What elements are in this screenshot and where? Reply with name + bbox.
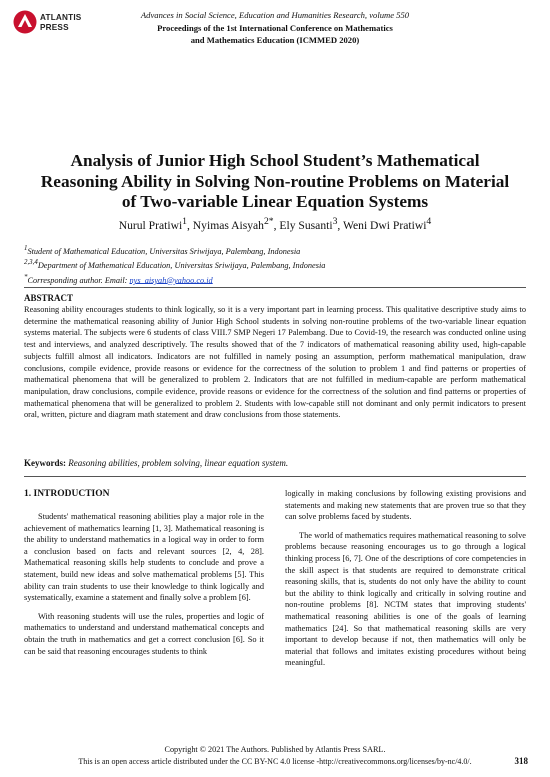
atlantis-press-logo (12, 9, 92, 43)
corresponding-label: Corresponding author. Email: (27, 275, 130, 285)
page-number: 318 (514, 756, 528, 766)
paragraph: With reasoning students will use the rules, properties and logic of mathematics to understand and understand mathematical concepts and obtain the truth in mathematics and get a correct conclusion [6]. So it can be said that reasoning encourages students to think (24, 611, 264, 656)
abstract-text: Reasoning ability encourages students to think logically, so it is a very important part in learning process. This qualitative descriptive study aims to determine the mathematical reasoning ability of Junior High School students in solving non-routine problems of the two-variable linear equation systems material. The subjects were 6 students of class VIII.7 SMP Negeri 17 Palembang. Due to Covid-19, the research was conducted online using test and interviews, and analyzed descriptively. The results showed that of the 7 indicators of mathematical reasoning ability used, high-capable subjects fulfill almost all indicators. Indicators are not fulfilled in namely posing an assumption, perform mathematical manipulation, draw conclusions, compile evidence, provide reasons or evidence for the correctness of the solution to problem 1 and find patterns or properties of mathematical phenomena that will be generalized to problem 2. Indicators that are not fulfilled in medium-capable are perform mathematical manipulation, draw conclusions, compile evidence, provide reasons or evidence for the correctness of the solution and find patterns or properties of mathematical phenomena that will be generalized to problem 2. Students with low-capable still not dominant and only permit indicators to present oral, written, picture and diagram math statement and draw conclusions from those statements. (24, 305, 526, 420)
running-header (100, 9, 450, 47)
paragraph: logically in making conclusions by following existing provisions and statements and making new statements that are proven true so that they can solve problems faced by students. (285, 489, 526, 522)
keywords-label: Keywords: (24, 458, 66, 468)
abstract-heading: ABSTRACT (24, 293, 74, 303)
author-separator: , (337, 218, 343, 232)
right-column (285, 488, 526, 676)
license-notice: This is an open access article distributed under the CC BY-NC 4.0 license -http://creativecommons.org/licenses/by-nc/4.0/. (78, 757, 472, 766)
affiliation-text: Department of Mathematical Education, Universitas Sriwijaya, Palembang, Indonesia (37, 261, 326, 271)
logo-wordmark (40, 13, 81, 33)
author-affil-sup: 4 (426, 216, 432, 227)
paragraph: The world of mathematics requires mathematical reasoning to solve problems because reasoning encourages us to go through a logical thinking process [6, 7]. One of the descriptions of core competencies in the skill aspect is that students are required to demonstrate critical reasoning skills, that is, students do not only have the ability to count but the ability to think logically and critically in solving routine and non-routine problems [8]. NCTM states that improving students' mathematical reasoning abilities is one of the goals of learning mathematics [24]. So that mathematical reasoning skills are very important to develop because if not, then mathematics will only be material that follows and imitates existing procedures without being meaningful. (285, 530, 526, 668)
divider-bottom (24, 476, 526, 477)
author-name: Weni Dwi Pratiwi (342, 218, 427, 232)
affiliation-sup: 2,3,4 (24, 259, 38, 267)
proceedings-line1: Proceedings of the 1st International Conference on Mathematics (157, 22, 393, 33)
author-separator: , (187, 218, 193, 232)
divider-top (24, 287, 526, 288)
author-affil-sup: 2* (263, 216, 274, 227)
author-name: Ely Susanti (279, 218, 333, 232)
affiliation-2 (24, 257, 524, 271)
logo-line2: PRESS (40, 23, 69, 32)
author-affil-sup: 3 (332, 216, 338, 227)
author-name: Nurul Pratiwi (118, 218, 183, 232)
logo-line1: ATLANTIS (40, 13, 82, 22)
copyright-notice: Copyright © 2021 The Authors. Published by Atlantis Press SARL. (164, 745, 386, 754)
keywords-text: Reasoning abilities, problem solving, linear equation system. (66, 458, 289, 468)
email-link[interactable]: nys_aisyah@yahoo.co.id (129, 275, 213, 285)
section-heading: 1. INTRODUCTION (24, 489, 110, 499)
atlantis-logo-icon (12, 9, 38, 35)
author-list (40, 216, 510, 232)
author-affil-sup: 1 (182, 216, 187, 227)
author-separator: , (273, 218, 280, 232)
affiliation-1 (24, 243, 524, 257)
series-title: Advances in Social Science, Education and Humanities Research, volume 550 (140, 10, 410, 20)
affiliations (24, 243, 524, 286)
corresponding-sup: * (24, 273, 28, 281)
left-column (24, 511, 264, 664)
paragraph: Students' mathematical reasoning abilities play a major role in the achievement of mathematics learning [1, 3]. Mathematical reasoning is the ability to understand mathematics in a logical way in order to form a conclusion based on facts and relevant sources [2, 4, 28]. Mathematical reasoning skills help students to conclude and prove a statement, build new ideas and solve mathematical problems [5]. This ability can train students to use their knowledge to think logically and systematically, examine a statement and finally solve a problem [6]. (24, 512, 264, 603)
author-name: Nyimas Aisyah (192, 218, 264, 232)
corresponding-author (24, 272, 524, 286)
affiliation-text: Student of Mathematical Education, Universitas Sriwijaya, Palembang, Indonesia (27, 246, 301, 256)
keywords-line (24, 458, 526, 468)
paper-title: Analysis of Junior High School Student’s Mathematical Reasoning Ability in Solving Non-routine Problems on Material of Two-variable Linear Equation Systems (40, 151, 510, 212)
affiliation-sup: 1 (24, 245, 28, 252)
proceedings-line2: and Mathematics Education (ICMMED 2020) (190, 35, 360, 45)
